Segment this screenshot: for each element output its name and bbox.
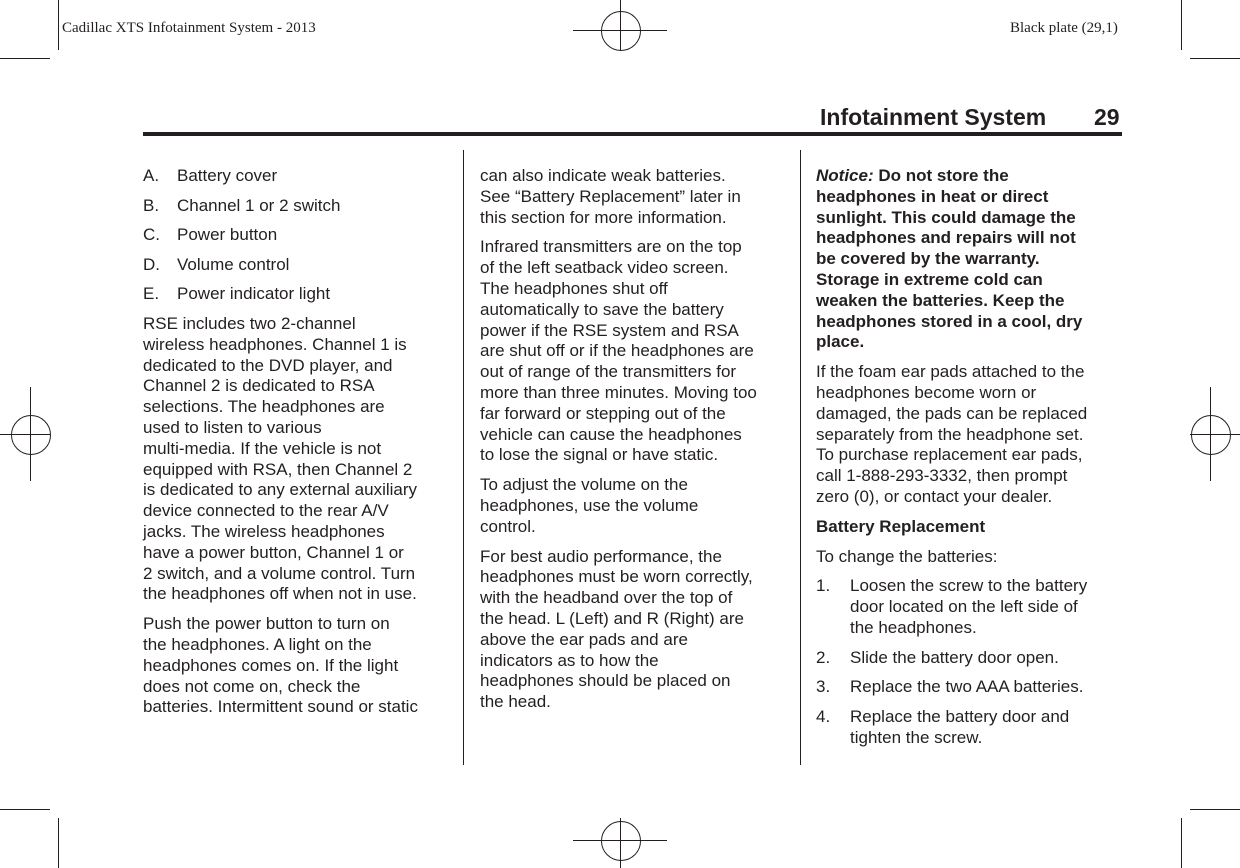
- paragraph: Infrared transmitters are on the top of the left seatback video screen. The headphones shut off automatically to save the battery power if the RSE system and RSA are shut off or if the headphones are out of range of the transmitters for more than three minutes. Moving too far forward or stepping out of the vehicle can cause the headphones to lose the signal or have static.: [480, 237, 757, 465]
- slug-left: Cadillac XTS Infotainment System - 2013: [62, 20, 316, 36]
- steps-list: [816, 576, 1131, 748]
- legend-item: C. Power button: [143, 225, 278, 245]
- legend-item: B. Channel 1 or 2 switch: [143, 195, 341, 215]
- column-3: [816, 166, 1131, 757]
- step-item: 2. Slide the battery door open.: [816, 647, 1059, 667]
- page-number: 29: [1094, 104, 1120, 130]
- paragraph: If the foam ear pads attached to the headphones become worn or damaged, the pads can be replaced separately from the headphone set. To purchase replacement ear pads, call 1-888-293-3332, then prompt zero (0), or contact your dealer.: [816, 362, 1088, 506]
- paragraph: RSE includes two 2-channel wireless headphones. Channel 1 is dedicated to the DVD player, and Channel 2 is dedicated to RSA selections. The headphones are used to listen to various multi-media. If the vehicle is not equipped with RSA, then Channel 2 is dedicated to any external auxiliary device connected to the rear A/V jacks. The wireless headphones have a power button, Channel 1 or 2 switch, and a volume control. Turn the headphones off when not in use.: [143, 313, 418, 604]
- column-2: [480, 166, 795, 722]
- section-title: Infotainment System: [820, 104, 1047, 130]
- notice: Notice: Do not store the headphones in heat or direct sunlight. This could damage the headphones and repairs will not be covered by the warranty. Storage in extreme cold can weaken the batteries. Keep the headphones stored in a cool, dry place.: [816, 166, 1083, 352]
- step-item: 3. Replace the two AAA batteries.: [816, 677, 1084, 697]
- section-heading: Battery Replacement: [816, 516, 986, 536]
- paragraph: For best audio performance, the headphones must be worn correctly, with the headband over the top of the head. L (Left) and R (Right) are above the ear pads and are indicators as to how the headphones should be placed on the head.: [480, 546, 753, 712]
- paragraph: Push the power button to turn on the headphones. A light on the headphones comes on. If the light does not come on, check the batteries. Intermittent sound or static: [143, 614, 418, 717]
- column-divider: [800, 150, 801, 765]
- paragraph: To change the batteries:: [816, 546, 998, 566]
- step-item: 1. Loosen the screw to the battery door located on the left side of the headphones.: [816, 576, 1088, 637]
- column-divider: [463, 150, 464, 765]
- legend-item: A. Battery cover: [143, 166, 278, 185]
- legend-item: E. Power indicator light: [143, 284, 331, 304]
- paragraph: can also indicate weak batteries. See “Battery Replacement” later in this section for more information.: [480, 166, 741, 227]
- slug-right: Black plate (29,1): [1010, 20, 1118, 36]
- paragraph: To adjust the volume on the headphones, use the volume control.: [480, 475, 699, 536]
- header-rule: [143, 132, 1122, 136]
- legend-item: D. Volume control: [143, 254, 290, 274]
- step-item: 4. Replace the battery door and tighten the screw.: [816, 706, 1070, 747]
- legend-list: [143, 166, 458, 305]
- column-1: [143, 166, 458, 727]
